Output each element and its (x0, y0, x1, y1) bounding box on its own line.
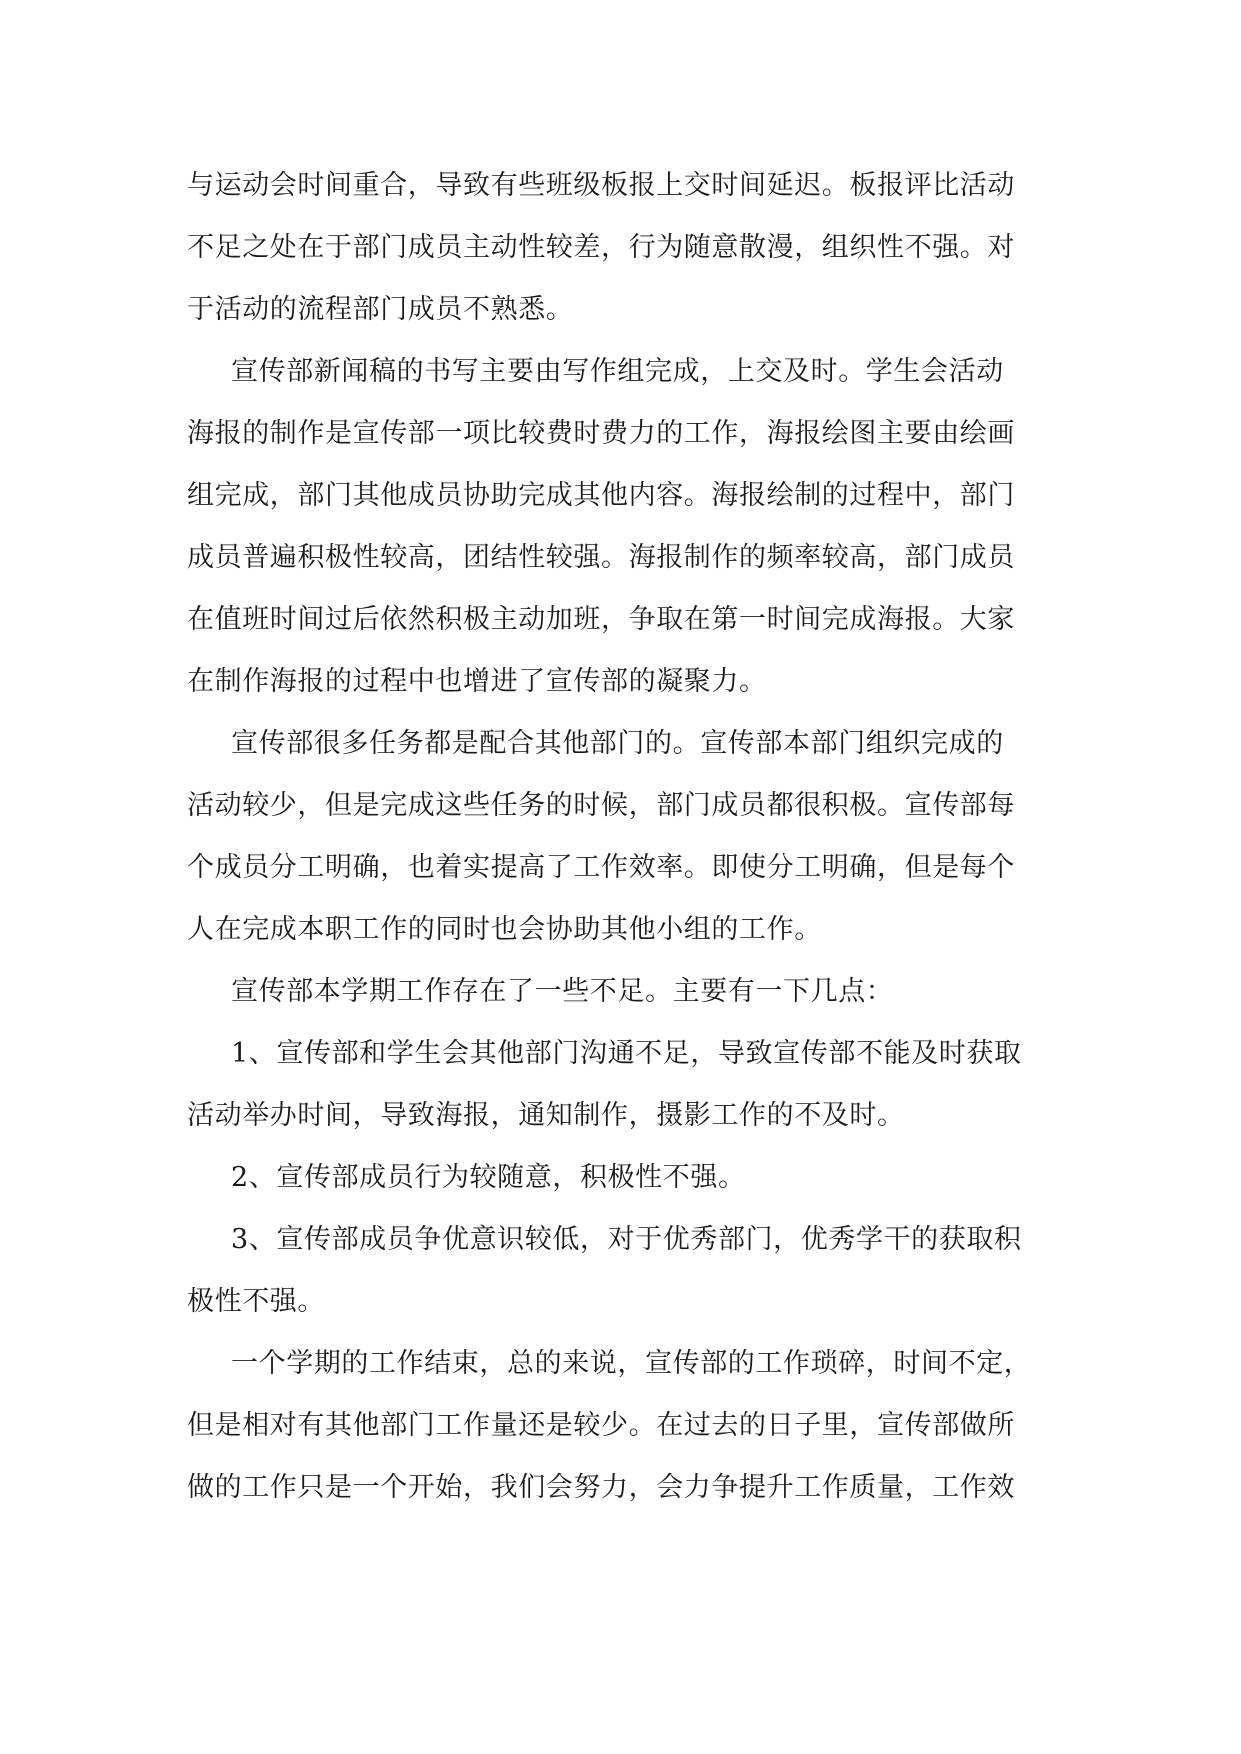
text-line: 在值班时间过后依然积极主动加班，争取在第一时间完成海报。大家 (187, 604, 1015, 635)
text-line: 在制作海报的过程中也增进了宣传部的凝聚力。 (187, 666, 767, 697)
text-line: 组完成，部门其他成员协助完成其他内容。海报绘制的过程中，部门 (187, 480, 1015, 511)
text-line: 一个学期的工作结束，总的来说，宣传部的工作琐碎，时间不定， (231, 1348, 1032, 1379)
text-line: 成员普遍积极性较高，团结性较强。海报制作的频率较高，部门成员 (187, 542, 1015, 573)
text-line: 个成员分工明确，也着实提高了工作效率。即使分工明确，但是每个 (187, 852, 1015, 883)
text-line: 但是相对有其他部门工作量还是较少。在过去的日子里，宣传部做所 (187, 1410, 1015, 1441)
text-line: 于活动的流程部门成员不熟悉。 (187, 294, 574, 325)
text-line: 人在完成本职工作的同时也会协助其他小组的工作。 (187, 914, 822, 945)
text-line: 宣传部本学期工作存在了一些不足。主要有一下几点： (231, 976, 894, 1007)
text-line: 与运动会时间重合，导致有些班级板报上交时间延迟。板报评比活动 (187, 170, 1015, 201)
list-item-line: 极性不强。 (187, 1286, 325, 1317)
document-body (187, 155, 1067, 1519)
text-line: 海报的制作是宣传部一项比较费时费力的工作，海报绘图主要由绘画 (187, 418, 1015, 449)
list-item-line: 3、宣传部成员争优意识较低，对于优秀部门，优秀学干的获取积 (231, 1224, 1022, 1255)
text-line: 宣传部新闻稿的书写主要由写作组完成，上交及时。学生会活动 (231, 356, 1004, 387)
text-line: 做的工作只是一个开始，我们会努力，会力争提升工作质量，工作效 (187, 1472, 1015, 1503)
list-item-line: 1、宣传部和学生会其他部门沟通不足，导致宣传部不能及时获取 (231, 1038, 1022, 1069)
list-item-line: 2、宣传部成员行为较随意，积极性不强。 (231, 1162, 746, 1193)
list-item-line: 活动举办时间，导致海报，通知制作，摄影工作的不及时。 (187, 1100, 905, 1131)
text-line: 活动较少，但是完成这些任务的时候，部门成员都很积极。宣传部每 (187, 790, 1015, 821)
text-line: 宣传部很多任务都是配合其他部门的。宣传部本部门组织完成的 (231, 728, 1004, 759)
text-line: 不足之处在于部门成员主动性较差，行为随意散漫，组织性不强。对 (187, 232, 1015, 263)
